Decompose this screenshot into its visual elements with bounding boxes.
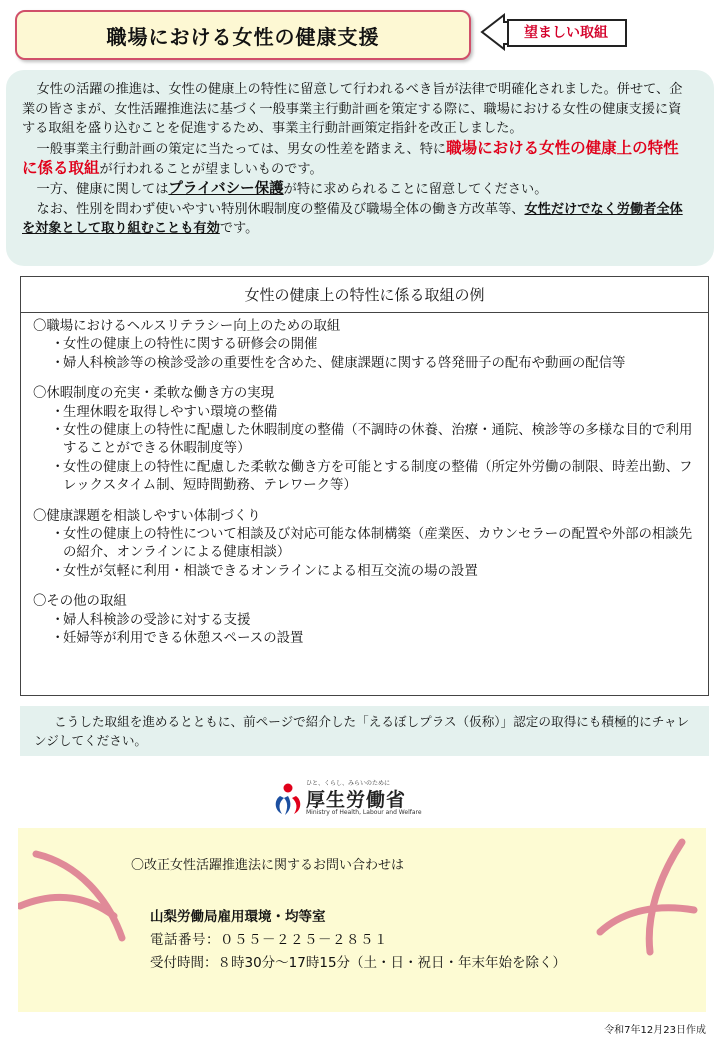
page-title: 職場における女性の健康支援 — [15, 10, 471, 60]
example-item — [33, 336, 694, 354]
contact-hours: 受付時間：８時30分～17時15分（土・日・祝日・年末年始を除く） — [150, 955, 567, 971]
example-item-text: 女性の健康上の特性に関する研修会の開催 — [63, 337, 318, 353]
example-item-text: 婦人科検診の受診に対する支援 — [63, 612, 251, 628]
mhlw-logo-icon — [272, 782, 302, 818]
bullet-dot-icon: ・ — [51, 337, 65, 353]
bullet-dot-icon: ・ — [51, 423, 65, 439]
contact-box — [18, 828, 706, 1012]
examples-list — [21, 313, 708, 649]
example-item — [33, 612, 694, 630]
example-item-text: 女性の健康上の特性に配慮した柔軟な働き方を可能とする制度の整備（所定外労働の制限、時差出勤、フレックスタイム制、短時間勤務、テレワーク等） — [63, 459, 693, 494]
example-item-text: 婦人科検診等の検診受診の重要性を含めた、健康課題に関する啓発冊子の配布や動画の配信等 — [63, 355, 626, 371]
intro-p2-text-b: が行われることが望ましいものです。 — [99, 162, 323, 178]
logo-english-name: Ministry of Health, Labour and Welfare — [306, 809, 422, 816]
example-item — [33, 404, 694, 422]
recommended-badge-label: 望ましい取組 — [524, 25, 608, 41]
intro-p4-text-a: なお、性別を問わず使いやすい特別休暇制度の整備及び職場全体の働き方改革等、 — [36, 201, 525, 217]
bullet-dot-icon: ・ — [51, 631, 65, 647]
intro-p4-emphasis: 女性だけでなく労働者全体を対象として取り組むことも有効 — [22, 201, 683, 237]
logo-tagline: ひと、くらし、みらいのために — [306, 780, 391, 787]
intro-p2-text-a: 一般事業主行動計画の策定に当たっては、男女の性差を踏まえ、特に — [36, 141, 447, 157]
example-group — [33, 508, 694, 582]
created-date: 令和7年12月23日作成 — [604, 1025, 706, 1036]
bullet-dot-icon: ・ — [51, 563, 65, 579]
intro-section — [6, 70, 714, 266]
example-group — [33, 593, 694, 648]
closing-note-text: こうした取組を進めるとともに、前ページで紹介した「えるぼしプラス（仮称）」認定の取得にも積極的にチャレンジしてください。 — [34, 714, 690, 748]
example-item — [33, 526, 694, 563]
recommended-badge — [480, 13, 630, 51]
contact-phone: 電話番号：０５５－２２５－２８５１ — [150, 932, 388, 948]
example-item — [33, 563, 694, 581]
example-item-text: 女性の健康上の特性について相談及び対応可能な体制構築（産業医、カウンセラーの配置や外部の相談先の紹介、オンラインによる健康相談） — [63, 527, 693, 561]
example-item — [33, 630, 694, 648]
bullet-dot-icon: ・ — [51, 355, 65, 371]
intro-p3-text-b: が特に求められることに留意してください。 — [283, 181, 548, 197]
intro-p4-text-b: です。 — [219, 221, 259, 237]
contact-lead: 〇改正女性活躍推進法に関するお問い合わせは — [131, 858, 405, 873]
bullet-dot-icon: ・ — [51, 404, 65, 420]
examples-box — [20, 276, 709, 696]
intro-p3-emphasis: プライバシー保護 — [168, 180, 284, 197]
example-item-text: 生理休暇を取得しやすい環境の整備 — [63, 404, 278, 420]
example-item-text: 妊婦等が利用できる休憩スペースの設置 — [63, 631, 304, 647]
logo-name: 厚生労働省 — [306, 789, 407, 811]
bullet-dot-icon: ・ — [51, 459, 65, 475]
example-group — [33, 385, 694, 495]
examples-heading: 女性の健康上の特性に係る取組の例 — [21, 277, 708, 313]
example-item-text: 女性の健康上の特性に配慮した休暇制度の整備（不調時の休養、治療・通院、検診等の多様な目的で利用することができる休暇制度等） — [63, 423, 693, 457]
example-item-text: 女性が気軽に利用・相談できるオンラインによる相互交流の場の設置 — [63, 563, 478, 579]
example-group-title: 〇健康課題を相談しやすい体制づくり — [33, 508, 261, 524]
example-item — [33, 355, 694, 373]
example-item — [33, 459, 694, 496]
intro-paragraph-4 — [22, 200, 694, 239]
example-group-title: 〇休暇制度の充実・柔軟な働き方の実現 — [33, 386, 275, 402]
intro-paragraph-3 — [22, 180, 694, 200]
intro-p3-text-a: 一方、健康に関しては — [36, 181, 169, 197]
contact-office: 山梨労働局雇用環境・均等室 — [150, 909, 326, 925]
mhlw-logo — [272, 778, 422, 818]
closing-note — [20, 706, 709, 756]
example-group-title: 〇その他の取組 — [33, 594, 127, 610]
example-group — [33, 318, 694, 373]
intro-paragraph-1: 女性の活躍の推進は、女性の健康上の特性に留意して行われるべき旨が法律で明確化されました。併せて、企業の皆さまが、女性活躍推進法に基づく一般事業主行動計画を策定する際に、職場における女性の健康支援に資する取組を盛り込むことを促進するため、事業主行動計画策定指針を改正しました。 — [22, 82, 683, 137]
example-group-title: 〇職場におけるヘルスリテラシー向上のための取組 — [33, 319, 341, 334]
bullet-dot-icon: ・ — [51, 612, 65, 628]
intro-paragraph-2 — [22, 139, 694, 180]
bullet-dot-icon: ・ — [51, 527, 65, 543]
intro-p2-highlight: 職場における女性の健康上の特性に係る取組 — [22, 138, 679, 178]
example-item — [33, 422, 694, 459]
